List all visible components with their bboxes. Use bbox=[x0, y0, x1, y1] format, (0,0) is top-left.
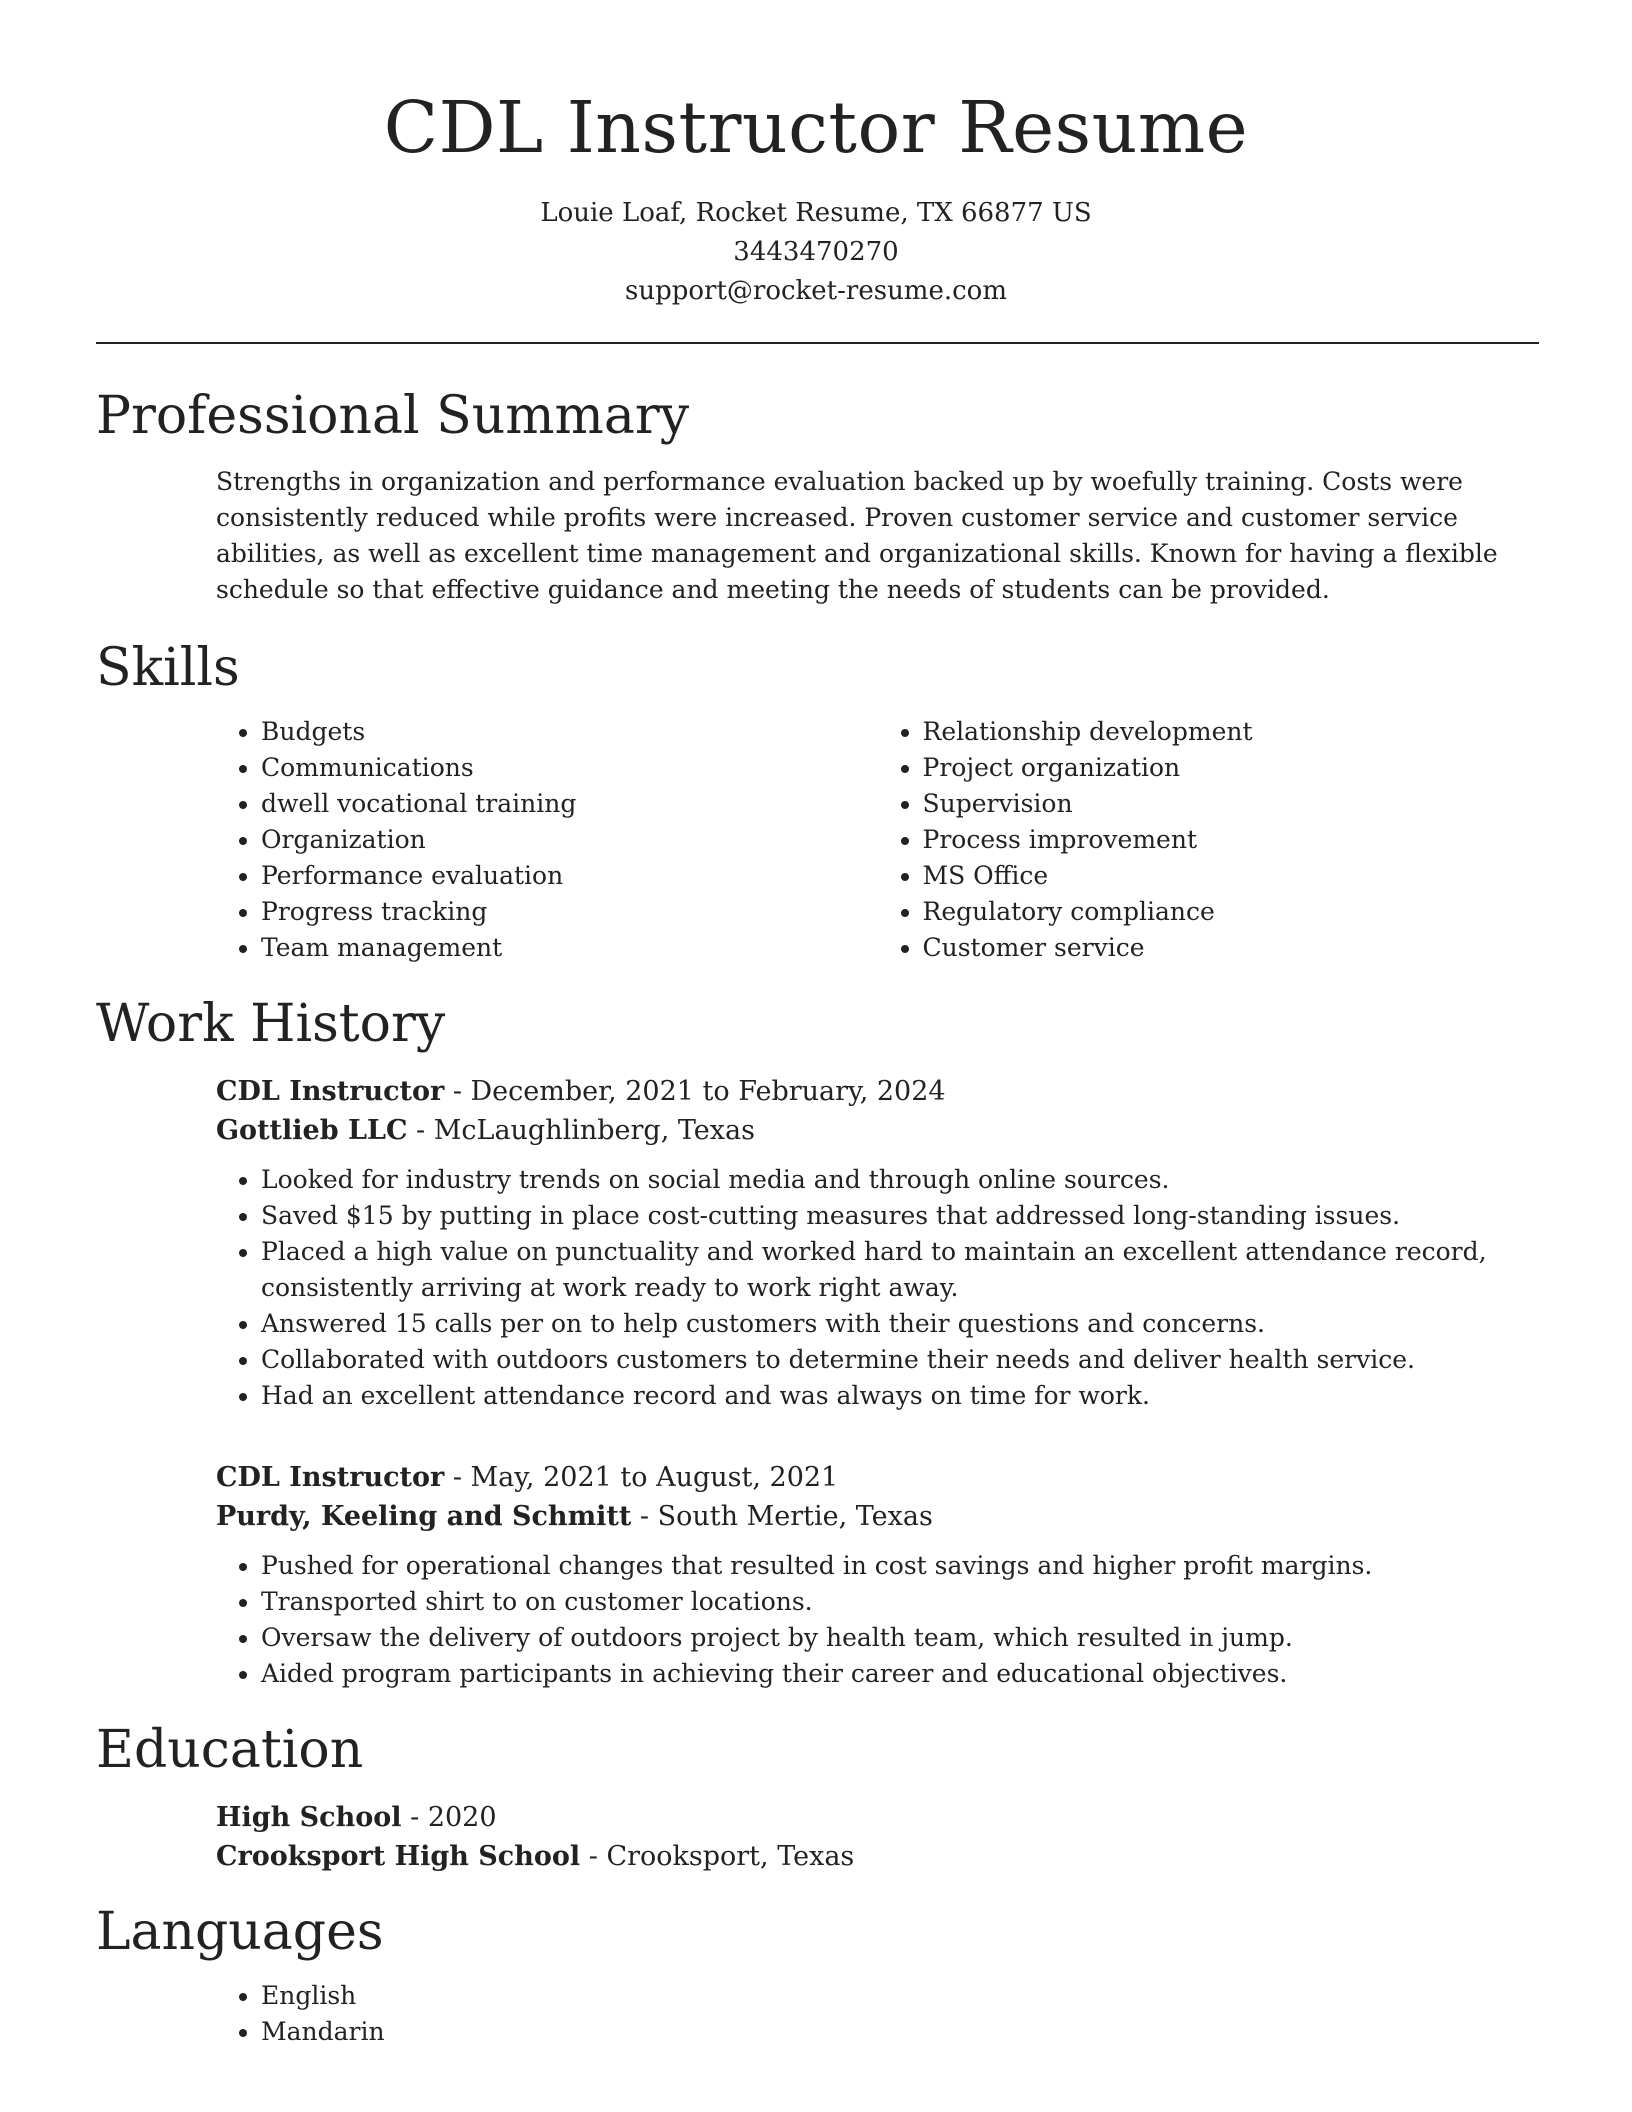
job-title: CDL Instructor bbox=[216, 1076, 445, 1107]
education-school-line bbox=[216, 1837, 1539, 1876]
job-entry bbox=[216, 1458, 1539, 1692]
skills-list-left bbox=[216, 714, 878, 966]
skill-item: • Organization bbox=[261, 822, 878, 858]
skill-item: • Progress tracking bbox=[261, 894, 878, 930]
education-degree: High School bbox=[216, 1802, 402, 1833]
language-item: • Mandarin bbox=[261, 2014, 1539, 2050]
summary-section bbox=[96, 378, 1539, 608]
skill-item: • Regulatory compliance bbox=[923, 894, 1540, 930]
skill-item: • Supervision bbox=[923, 786, 1540, 822]
skills-section bbox=[96, 630, 1539, 966]
contact-address: Louie Loaf, Rocket Resume, TX 66877 US bbox=[540, 198, 1092, 228]
job-company-line bbox=[216, 1111, 1539, 1150]
job-bullet: • Collaborated with outdoors customers to determine their needs and deliver health service. bbox=[261, 1342, 1539, 1378]
education-degree-line bbox=[216, 1798, 1539, 1837]
job-dates: - May, 2021 to August, 2021 bbox=[444, 1462, 839, 1493]
job-bullets bbox=[216, 1548, 1539, 1692]
education-location: - Crooksport, Texas bbox=[580, 1841, 855, 1872]
skill-item: • Project organization bbox=[923, 750, 1540, 786]
skill-item: • Relationship development bbox=[923, 714, 1540, 750]
summary-heading: Professional Summary bbox=[96, 386, 690, 446]
work-history-section bbox=[96, 986, 1539, 1692]
skill-item: • Budgets bbox=[261, 714, 878, 750]
skills-heading: Skills bbox=[96, 638, 240, 698]
job-title: CDL Instructor bbox=[216, 1462, 445, 1493]
job-company: Gottlieb LLC bbox=[216, 1115, 408, 1146]
job-dates: - December, 2021 to February, 2024 bbox=[444, 1076, 946, 1107]
education-section bbox=[96, 1712, 1539, 1876]
resume-content bbox=[96, 378, 1539, 2050]
skill-item: • MS Office bbox=[923, 858, 1540, 894]
work-history-heading: Work History bbox=[96, 994, 446, 1054]
job-bullet: • Answered 15 calls per on to help customers with their questions and concerns. bbox=[261, 1306, 1539, 1342]
job-title-line bbox=[216, 1458, 1539, 1497]
job-bullet: • Aided program participants in achieving their career and educational objectives. bbox=[261, 1656, 1539, 1692]
languages-section bbox=[96, 1894, 1539, 2050]
language-item: • English bbox=[261, 1978, 1539, 2014]
summary-text: Strengths in organization and performance evaluation backed up by woefully training. Costs were consistently reduced while profits were increased. Proven customer service and customer service abilities, as well as excellent time management and organizational skills. Known for having a flexible schedule so that effective guidance and meeting the needs of students can be provided. bbox=[216, 467, 1498, 604]
contact-phone: 3443470270 bbox=[733, 237, 899, 267]
job-bullet: • Placed a high value on punctuality and worked hard to maintain an excellent attendance record, consistently arriving at work ready to work right away. bbox=[261, 1234, 1539, 1306]
job-entry bbox=[216, 1072, 1539, 1414]
education-year: - 2020 bbox=[401, 1802, 497, 1833]
job-company: Purdy, Keeling and Schmitt bbox=[216, 1501, 632, 1532]
job-bullet: • Had an excellent attendance record and was always on time for work. bbox=[261, 1378, 1539, 1414]
job-bullets bbox=[216, 1162, 1539, 1414]
job-bullet: • Transported shirt to on customer locations. bbox=[261, 1584, 1539, 1620]
resume-header bbox=[0, 0, 1632, 311]
job-title-line bbox=[216, 1072, 1539, 1111]
job-company-line bbox=[216, 1497, 1539, 1536]
resume-title: CDL Instructor Resume bbox=[383, 86, 1249, 169]
job-bullet: • Oversaw the delivery of outdoors project by health team, which resulted in jump. bbox=[261, 1620, 1539, 1656]
languages-list bbox=[216, 1978, 1539, 2050]
job-bullet: • Looked for industry trends on social media and through online sources. bbox=[261, 1162, 1539, 1198]
skill-item: • Team management bbox=[261, 930, 878, 966]
skill-item: • dwell vocational training bbox=[261, 786, 878, 822]
contact-email: support@rocket-resume.com bbox=[624, 276, 1007, 306]
job-bullet: • Pushed for operational changes that resulted in cost savings and higher profit margins. bbox=[261, 1548, 1539, 1584]
job-location: - South Mertie, Texas bbox=[631, 1501, 933, 1532]
job-bullet: • Saved $15 by putting in place cost-cutting measures that addressed long-standing issues. bbox=[261, 1198, 1539, 1234]
education-school: Crooksport High School bbox=[216, 1841, 581, 1872]
contact-info bbox=[0, 194, 1632, 311]
skill-item: • Performance evaluation bbox=[261, 858, 878, 894]
header-divider bbox=[96, 342, 1539, 344]
skill-item: • Communications bbox=[261, 750, 878, 786]
languages-heading: Languages bbox=[96, 1902, 384, 1962]
skill-item: • Process improvement bbox=[923, 822, 1540, 858]
education-heading: Education bbox=[96, 1720, 364, 1780]
skills-list-right bbox=[878, 714, 1540, 966]
job-location: - McLaughlinberg, Texas bbox=[407, 1115, 755, 1146]
skill-item: • Customer service bbox=[923, 930, 1540, 966]
